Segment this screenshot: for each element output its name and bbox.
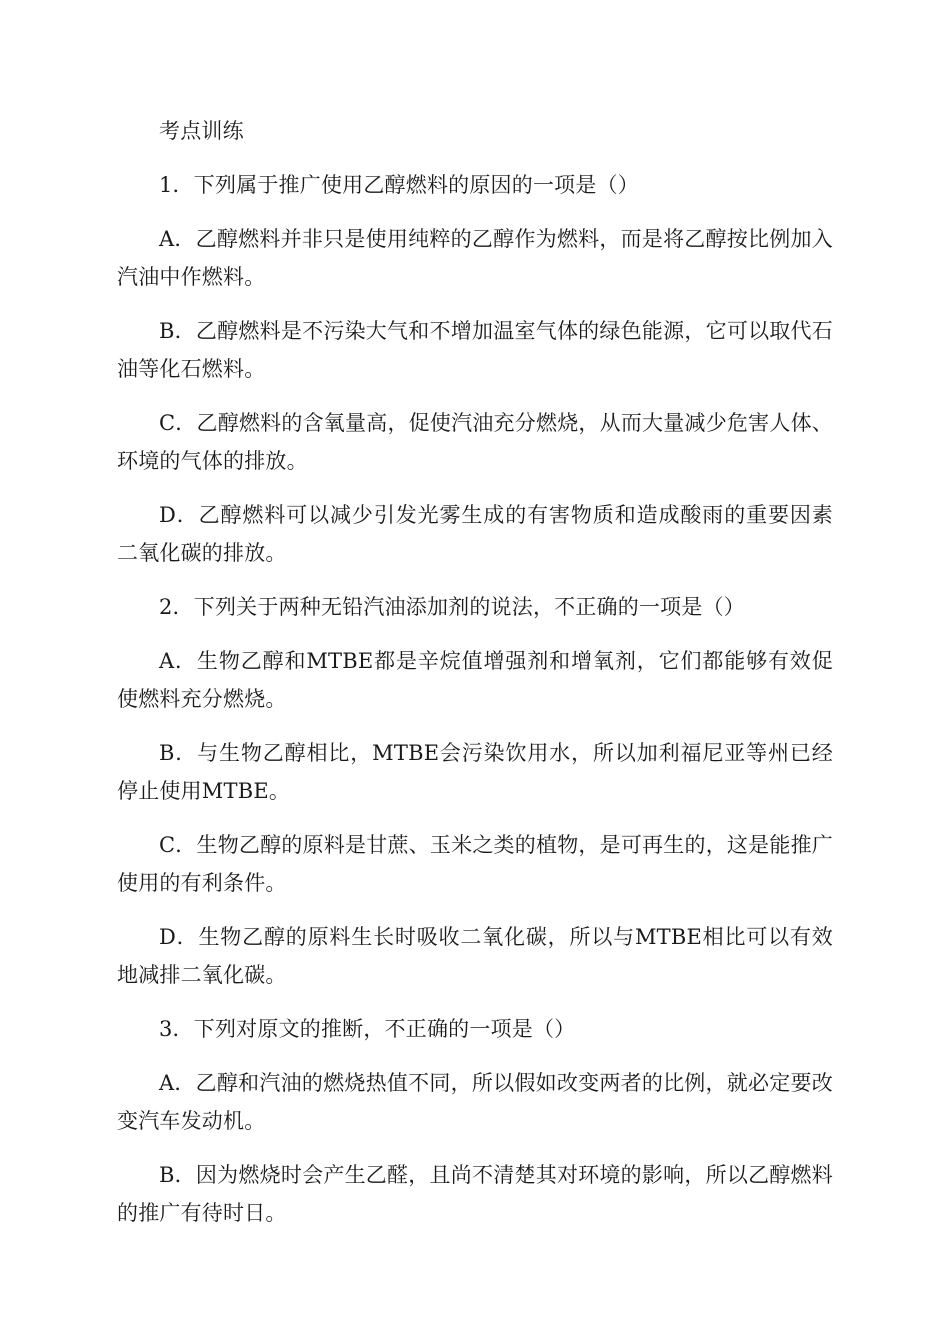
q3-option-a: A．乙醇和汽油的燃烧热值不同，所以假如改变两者的比例，就必定要改变汽车发动机。	[117, 1071, 833, 1133]
q1-option-d: D．乙醇燃料可以减少引发光雾生成的有害物质和造成酸雨的重要因素二氧化碳的排放。	[117, 503, 833, 565]
q2-option-c: C．生物乙醇的原料是甘蔗、玉米之类的植物，是可再生的，这是能推广使用的有利条件。	[117, 833, 833, 895]
q1-option-c: C．乙醇燃料的含氧量高，促使汽油充分燃烧，从而大量减少危害人体、环境的气体的排放。	[117, 411, 833, 473]
question-1: 1．下列属于推广使用乙醇燃料的原因的一项是（）	[159, 173, 639, 197]
q2-option-b: B．与生物乙醇相比，MTBE会污染饮用水，所以加利福尼亚等州已经停止使用MTBE。	[117, 741, 833, 803]
document-page	[117, 112, 833, 1248]
q2-option-a: A．生物乙醇和MTBE都是辛烷值增强剂和增氧剂，它们都能够有效促使燃料充分燃烧。	[117, 649, 833, 711]
q1-option-b: B．乙醇燃料是不污染大气和不增加温室气体的绿色能源，它可以取代石油等化石燃料。	[117, 319, 833, 381]
question-2: 2．下列关于两种无铅汽油添加剂的说法，不正确的一项是（）	[159, 595, 745, 619]
section-title: 考点训练	[159, 119, 244, 143]
q2-option-d: D．生物乙醇的原料生长时吸收二氧化碳，所以与MTBE相比可以有效地减排二氧化碳。	[117, 925, 833, 987]
question-3: 3．下列对原文的推断，不正确的一项是（）	[159, 1017, 576, 1041]
q3-option-b: B．因为燃烧时会产生乙醛，且尚不清楚其对环境的影响，所以乙醇燃料的推广有待时日。	[117, 1163, 833, 1225]
q1-option-a: A．乙醇燃料并非只是使用纯粹的乙醇作为燃料，而是将乙醇按比例加入汽油中作燃料。	[117, 227, 833, 289]
